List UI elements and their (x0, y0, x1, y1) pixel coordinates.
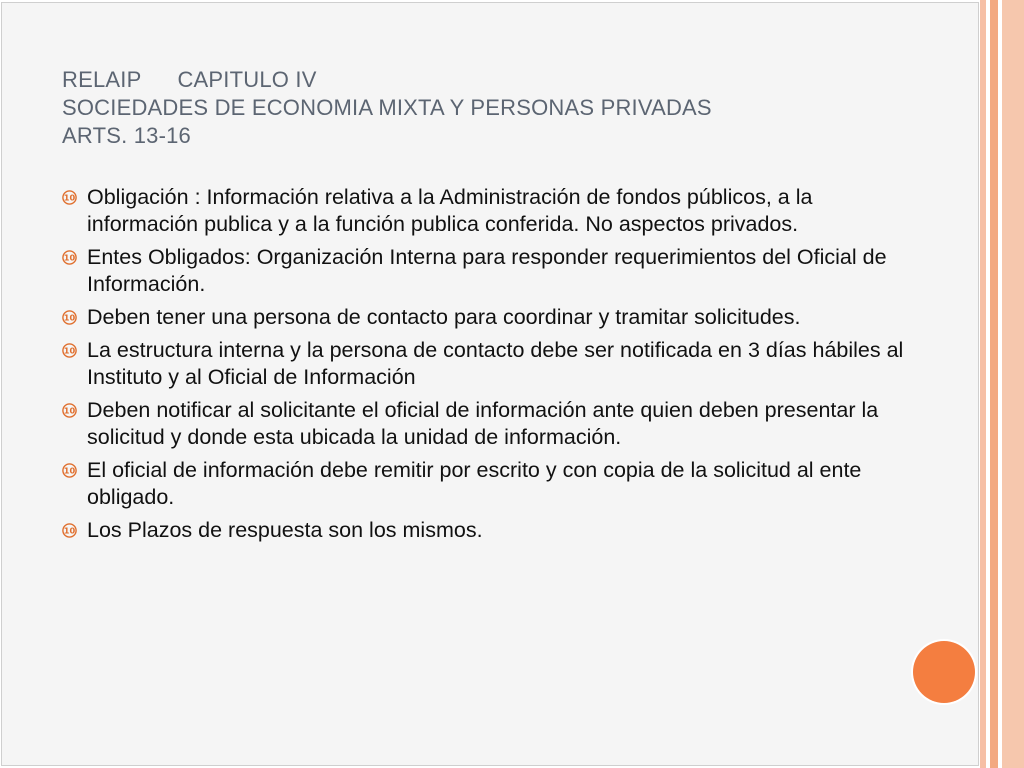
decorative-orange-circle (913, 641, 975, 703)
svg-text:10: 10 (63, 312, 76, 323)
title-line-3: ARTS. 13-16 (62, 123, 191, 148)
svg-text:10: 10 (63, 525, 76, 536)
circled-ten-bullet-icon (62, 403, 77, 418)
decorative-stripe-3 (990, 0, 998, 768)
slide-title (62, 66, 922, 150)
bullet-list (62, 184, 912, 550)
circled-ten-bullet-icon (62, 310, 77, 325)
bullet-item (62, 457, 912, 511)
circled-ten-bullet-icon (62, 343, 77, 358)
title-relaip: RELAIP (62, 67, 142, 92)
svg-text:10: 10 (63, 252, 76, 263)
bullet-item (62, 517, 912, 544)
bullet-text: Obligación : Información relativa a la Administración de fondos públicos, a la información publica y a la función publica conferida. No aspectos privados. (87, 185, 813, 236)
bullet-text: Deben notificar al solicitante el oficial de información ante quien deben presentar la solicitud y donde esta ubicada la unidad de información. (87, 398, 879, 449)
bullet-text: Deben tener una persona de contacto para coordinar y tramitar solicitudes. (87, 305, 801, 329)
bullet-item (62, 184, 912, 238)
bullet-text: Entes Obligados: Organización Interna para responder requerimientos del Oficial de Información. (87, 245, 887, 296)
decorative-stripe-5 (1002, 0, 1024, 768)
bullet-item (62, 304, 912, 331)
bullet-item (62, 397, 912, 451)
circled-ten-bullet-icon (62, 190, 77, 205)
bullet-text: El oficial de información debe remitir por escrito y con copia de la solicitud al ente obligado. (87, 458, 862, 509)
svg-text:10: 10 (63, 405, 76, 416)
svg-text:10: 10 (63, 192, 76, 203)
title-line-2: SOCIEDADES DE ECONOMIA MIXTA Y PERSONAS PRIVADAS (62, 95, 712, 120)
bullet-text: Los Plazos de respuesta son los mismos. (87, 518, 483, 542)
circled-ten-bullet-icon (62, 250, 77, 265)
bullet-item (62, 244, 912, 298)
bullet-item (62, 337, 912, 391)
circled-ten-bullet-icon (62, 463, 77, 478)
svg-text:10: 10 (63, 345, 76, 356)
title-capitulo: CAPITULO IV (177, 67, 317, 92)
bullet-text: La estructura interna y la persona de contacto debe ser notificada en 3 días hábiles al Instituto y al Oficial de Información (87, 338, 904, 389)
svg-text:10: 10 (63, 465, 76, 476)
circled-ten-bullet-icon (62, 523, 77, 538)
title-line-1 (62, 66, 922, 94)
